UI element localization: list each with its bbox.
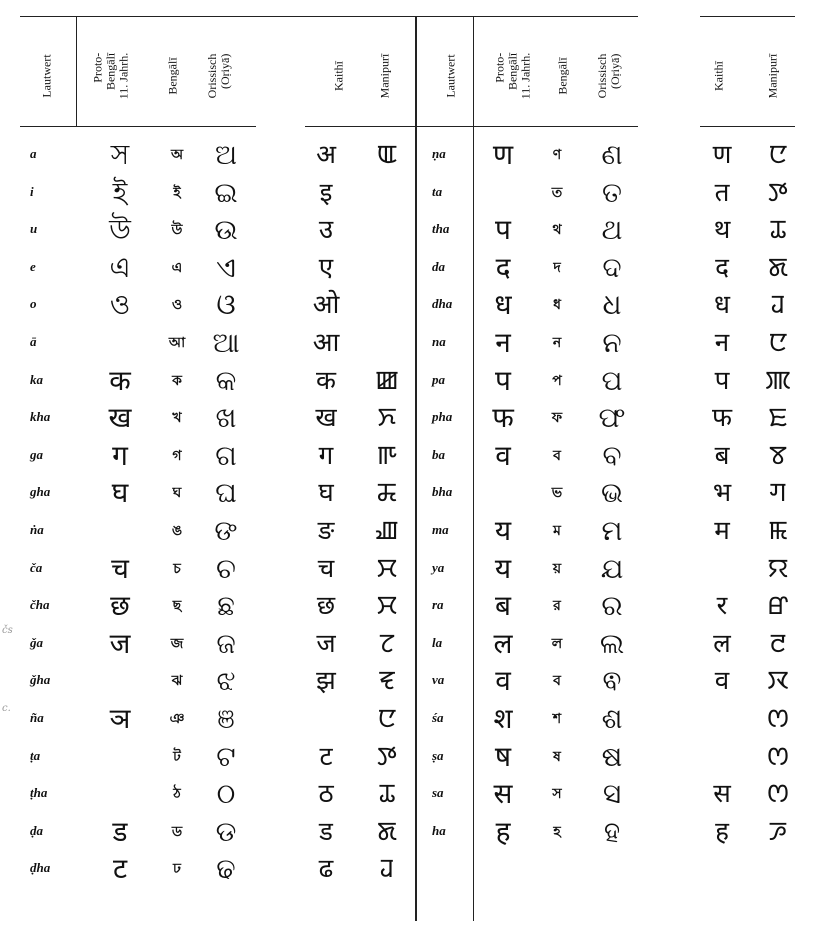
header-kaithi-left: Kaithī	[331, 61, 346, 91]
oriya-glyph: ଖ	[215, 401, 237, 435]
kaithi-glyph: घ	[318, 478, 334, 509]
manipuri-glyph: ꯖ	[379, 628, 395, 659]
manipuri-glyph: ꯙ	[770, 290, 786, 321]
manipuri-glyph: ꯑ	[376, 140, 398, 170]
oriya-glyph: ଝ	[216, 664, 236, 698]
manipuri-glyph: ꯉ	[375, 516, 399, 546]
header-bengali-right: Bengālī	[555, 57, 570, 95]
kaithi-glyph: ए	[318, 252, 334, 283]
sound-value: i	[30, 183, 34, 199]
sound-value: bha	[432, 484, 453, 500]
oriya-glyph: ର	[601, 589, 623, 623]
oriya-glyph: ଘ	[215, 476, 237, 510]
sound-value: la	[432, 634, 443, 650]
kaithi-glyph: फ	[711, 403, 733, 434]
oriya-glyph: ଶ	[601, 702, 623, 735]
oriya-glyph: ଚ	[216, 551, 236, 585]
oriya-glyph: ତ	[602, 175, 622, 209]
proto-bengali-glyph: ञ	[109, 702, 131, 735]
proto-bengali-glyph: प	[495, 213, 511, 247]
proto-bengali-glyph: ग	[112, 438, 128, 472]
proto-bengali-glyph: द	[495, 250, 511, 284]
sound-value: ha	[432, 822, 446, 838]
proto-bengali-glyph: प	[495, 363, 511, 397]
proto-bengali-glyph: ब	[495, 589, 511, 623]
bengali-glyph: ম	[553, 523, 561, 539]
kaithi-glyph: ण	[712, 140, 732, 170]
kaithi-glyph: र	[716, 591, 728, 622]
margin-mark: čs	[2, 625, 13, 636]
bengali-glyph: ক	[172, 372, 182, 389]
manipuri-glyph: ꯄ	[765, 365, 791, 396]
proto-bengali-glyph: व	[495, 664, 511, 698]
sound-value: va	[432, 672, 445, 688]
bengali-glyph: চ	[173, 560, 181, 577]
proto-bengali-glyph: फ	[492, 401, 514, 435]
bengali-glyph: ব	[553, 447, 561, 464]
bengali-glyph: র	[553, 598, 561, 615]
col-divider-2	[473, 16, 474, 921]
manipuri-glyph: ꯘ	[376, 478, 398, 509]
bengali-glyph: গ	[172, 447, 182, 464]
oriya-glyph: ଷ	[601, 739, 623, 773]
manipuri-glyph: ꯁ	[767, 741, 789, 772]
kaithi-glyph: ध	[714, 290, 730, 321]
kaithi-glyph: ब	[714, 440, 730, 471]
kaithi-glyph: न	[714, 328, 730, 358]
sound-value: ka	[30, 371, 43, 387]
manipuri-glyph: ꯚ	[769, 478, 787, 509]
bengali-glyph: ত	[551, 184, 563, 201]
oriya-glyph: ପ	[601, 363, 623, 397]
bengali-glyph: জ	[170, 635, 184, 652]
kaithi-glyph: व	[714, 666, 730, 697]
header-rule-right	[700, 126, 795, 127]
kaithi-glyph: त	[714, 177, 730, 208]
oriya-glyph: ଫ	[598, 401, 626, 435]
sound-value: ā	[30, 334, 37, 349]
oriya-glyph: ଡ	[215, 814, 237, 848]
header-manipuri-left: Manipurī	[377, 53, 392, 99]
manipuri-glyph: ꯆ	[376, 591, 398, 622]
proto-bengali-glyph: स	[493, 777, 513, 811]
oriya-glyph: ଵ	[602, 664, 622, 698]
sound-value: śa	[432, 710, 444, 725]
header-bengali-left: Bengālī	[165, 57, 180, 95]
kaithi-glyph: ढ	[318, 854, 334, 885]
kaithi-glyph: ट	[319, 741, 333, 772]
oriya-glyph: ମ	[601, 514, 623, 547]
oriya-glyph: ଞ	[217, 702, 235, 735]
sound-value: ča	[30, 559, 43, 575]
bengali-glyph: ঠ	[173, 786, 181, 803]
oriya-glyph: ଛ	[217, 589, 235, 623]
manipuri-glyph: ꯅ	[768, 140, 788, 170]
sound-value: pha	[432, 409, 453, 425]
sound-value: ba	[432, 446, 445, 462]
header-proto-bengali-right: Proto- Bengālī 11. Jahrh.	[492, 52, 533, 100]
proto-bengali-glyph: ই	[112, 175, 128, 209]
header-proto-bengali-left: Proto- Bengālī 11. Jahrh.	[90, 52, 131, 100]
kaithi-glyph: ओ	[312, 290, 340, 321]
bengali-glyph: ঞ	[169, 711, 185, 727]
kaithi-glyph: म	[714, 516, 730, 546]
proto-bengali-glyph: च	[111, 551, 129, 585]
proto-bengali-glyph: ष	[494, 739, 512, 773]
bengali-glyph: ভ	[551, 485, 563, 502]
kaithi-glyph: च	[317, 553, 335, 584]
bengali-glyph: ট	[173, 748, 181, 765]
col-divider-center	[415, 16, 417, 921]
manipuri-glyph: ꯋ	[767, 666, 789, 697]
kaithi-glyph: थ	[713, 215, 731, 246]
oriya-glyph: ଜ	[216, 626, 236, 660]
kaithi-glyph: छ	[316, 591, 336, 622]
sound-value: kha	[30, 409, 51, 425]
bengali-glyph: অ	[170, 147, 184, 163]
bengali-glyph: ফ	[551, 410, 563, 427]
bengali-glyph: ছ	[172, 598, 182, 615]
bengali-glyph: ল	[551, 635, 563, 652]
proto-bengali-glyph: क	[109, 363, 131, 397]
kaithi-glyph: ख	[315, 403, 337, 434]
bengali-glyph: ঝ	[171, 673, 183, 690]
oriya-glyph: ଥ	[601, 213, 623, 247]
proto-bengali-glyph: ज	[109, 626, 131, 660]
sound-value: tha	[432, 221, 450, 237]
sound-value: ḍha	[30, 860, 51, 876]
kaithi-glyph: ठ	[318, 779, 334, 810]
oriya-glyph: ଏ	[216, 250, 236, 284]
sound-value: ga	[30, 446, 43, 462]
header-manipuri-right: Manipurī	[765, 53, 780, 99]
sound-value: ta	[432, 183, 443, 199]
oriya-glyph: କ	[215, 363, 237, 397]
header-lautwert-left: Lautwert	[39, 54, 54, 98]
header-oriya-right: Orissisch (Oṛiyā)	[595, 53, 622, 99]
sound-value: gha	[30, 484, 51, 500]
manipuri-glyph: ꯊ	[769, 215, 787, 246]
proto-bengali-glyph: ख	[108, 401, 132, 435]
oriya-glyph: ଉ	[214, 213, 238, 247]
oriya-glyph: ଙ	[214, 514, 238, 547]
sound-value: ḍa	[30, 822, 43, 838]
oriya-glyph: ଗ	[215, 438, 237, 472]
kaithi-glyph: ज	[316, 628, 336, 659]
bengali-glyph: ন	[552, 335, 562, 351]
proto-bengali-glyph: ध	[494, 288, 512, 322]
oriya-glyph: ଓ	[216, 288, 236, 322]
oriya-glyph: ହ	[603, 814, 621, 848]
manipuri-glyph: ꯅ	[377, 704, 397, 734]
manipuri-glyph: ꯗ	[377, 816, 397, 847]
sound-value: ṇa	[432, 146, 446, 161]
oriya-glyph: ଦ	[602, 250, 622, 284]
oriya-glyph: ନ	[602, 326, 622, 359]
manipuri-glyph: ꯌ	[767, 553, 789, 584]
sound-value: ṅa	[30, 522, 44, 537]
bengali-glyph: য়	[552, 560, 562, 577]
proto-bengali-glyph: य	[494, 551, 512, 585]
proto-bengali-glyph: ल	[493, 626, 513, 660]
proto-bengali-glyph: य	[494, 514, 512, 547]
header-oriya-left: Orissisch (Oṛiyā)	[205, 53, 232, 99]
proto-bengali-glyph: श	[493, 702, 513, 735]
sound-value: a	[30, 146, 37, 161]
kaithi-glyph: ग	[318, 440, 334, 471]
proto-bengali-glyph: ण	[492, 138, 514, 171]
oriya-glyph: ବ	[602, 438, 622, 472]
oriya-glyph: ଧ	[602, 288, 622, 322]
proto-bengali-glyph: ट	[112, 852, 128, 886]
manipuri-glyph: ꯆ	[376, 553, 398, 584]
manipuri-glyph: ꯁ	[767, 704, 789, 734]
oriya-glyph: ଲ	[599, 626, 625, 660]
bengali-glyph: ব	[553, 673, 561, 690]
sound-value: čha	[30, 597, 50, 613]
manipuri-glyph: ꯓ	[378, 666, 396, 697]
sound-value: ma	[432, 522, 449, 537]
oriya-glyph: ଇ	[214, 175, 238, 209]
proto-bengali-glyph: ও	[109, 288, 131, 322]
bengali-glyph: ই	[173, 184, 181, 201]
header-lautwert-right: Lautwert	[443, 54, 458, 98]
manipuri-glyph: ꯀ	[374, 365, 400, 396]
bengali-glyph: ষ	[553, 748, 561, 765]
top-rule-left	[20, 16, 638, 17]
kaithi-glyph: इ	[319, 177, 333, 208]
proto-bengali-glyph: छ	[110, 589, 130, 623]
bengali-glyph: আ	[168, 335, 186, 351]
bengali-glyph: ণ	[552, 147, 562, 163]
sound-value: ǧa	[30, 634, 43, 650]
proto-bengali-glyph: व	[495, 438, 511, 472]
header-rule-mid	[305, 126, 638, 127]
bengali-glyph: উ	[171, 222, 183, 239]
sound-value: dha	[432, 296, 453, 312]
col-divider-1	[76, 16, 77, 126]
kaithi-glyph: ल	[713, 628, 731, 659]
bengali-glyph: ঘ	[172, 485, 182, 502]
oriya-glyph: ଅ	[214, 138, 238, 171]
kaithi-glyph: स	[713, 779, 731, 810]
manipuri-glyph: ꯙ	[379, 854, 395, 885]
proto-bengali-glyph: উ	[109, 213, 131, 247]
proto-bengali-glyph: घ	[111, 476, 129, 510]
manipuri-glyph: ꯇ	[768, 177, 788, 208]
kaithi-glyph: भ	[712, 478, 732, 509]
header-kaithi-right: Kaithī	[711, 61, 726, 91]
sound-value: ṭha	[30, 785, 48, 801]
manipuri-glyph: ꯊ	[378, 779, 396, 810]
kaithi-glyph: क	[316, 365, 336, 396]
oriya-glyph: ଟ	[216, 739, 236, 773]
oriya-glyph: ଆ	[212, 326, 240, 359]
bengali-glyph: দ	[553, 259, 561, 276]
bengali-glyph: এ	[171, 259, 183, 276]
bengali-glyph: ঢ	[173, 861, 181, 878]
kaithi-glyph: अ	[316, 140, 336, 170]
sound-value: e	[30, 258, 36, 274]
manipuri-glyph: ꯃ	[768, 516, 788, 546]
bengali-glyph: খ	[172, 410, 182, 427]
proto-bengali-glyph: স	[110, 138, 130, 171]
kaithi-glyph: झ	[316, 666, 336, 697]
manipuri-glyph: ꯔ	[767, 591, 789, 622]
kaithi-glyph: ह	[715, 816, 729, 847]
manipuri-glyph: ꯅ	[768, 328, 788, 358]
manipuri-glyph: ꯍ	[768, 816, 788, 847]
proto-bengali-glyph: এ	[109, 250, 131, 284]
bengali-glyph: হ	[553, 823, 561, 840]
bengali-glyph: ও	[171, 297, 183, 314]
proto-bengali-glyph: ड	[112, 814, 128, 848]
manipuri-glyph: ꯕ	[769, 440, 787, 471]
manipuri-glyph: ꯁ	[767, 779, 789, 810]
sound-value: ra	[432, 597, 444, 613]
oriya-glyph: ଢ	[216, 852, 236, 886]
sound-value: ṭa	[30, 747, 41, 763]
manipuri-glyph: ꯂ	[769, 628, 787, 659]
sound-value: o	[30, 296, 37, 312]
oriya-glyph: ଯ	[600, 551, 624, 585]
kaithi-glyph: उ	[318, 215, 334, 246]
sound-value: u	[30, 221, 38, 237]
manipuri-glyph: ꯈ	[377, 403, 397, 434]
sound-value: na	[432, 334, 446, 349]
kaithi-glyph: ङ	[317, 516, 335, 546]
bengali-glyph: স	[552, 786, 562, 803]
oriya-glyph: ଣ	[601, 138, 623, 171]
kaithi-glyph: ड	[319, 816, 333, 847]
top-rule-right	[700, 16, 795, 17]
bengali-glyph: ঙ	[171, 523, 183, 539]
oriya-glyph: ଭ	[600, 476, 624, 510]
margin-mark: c.	[2, 703, 11, 714]
bengali-glyph: প	[552, 372, 562, 389]
kaithi-glyph: प	[714, 365, 730, 396]
proto-bengali-glyph: ह	[495, 814, 511, 848]
proto-bengali-glyph: न	[495, 326, 511, 359]
manipuri-glyph: ꯒ	[376, 440, 398, 471]
kaithi-glyph: द	[715, 252, 729, 283]
oriya-glyph: ଠ	[216, 777, 236, 811]
bengali-glyph: থ	[552, 222, 562, 239]
sound-value: ṣa	[432, 747, 444, 763]
kaithi-glyph: आ	[312, 328, 340, 358]
header-rule-left	[20, 126, 256, 127]
sound-value: ǧha	[30, 672, 51, 688]
sound-value: ya	[432, 559, 445, 575]
sound-value: ña	[30, 710, 44, 725]
manipuri-glyph: ꯐ	[768, 403, 788, 434]
manipuri-glyph: ꯗ	[768, 252, 788, 283]
oriya-glyph: ସ	[602, 777, 622, 811]
manipuri-glyph: ꯇ	[377, 741, 397, 772]
sound-value: sa	[432, 785, 444, 801]
bengali-glyph: ড	[171, 823, 183, 840]
sound-value: pa	[432, 371, 445, 387]
bengali-glyph: শ	[552, 711, 562, 727]
sound-value: da	[432, 258, 445, 274]
bengali-glyph: ধ	[553, 297, 561, 314]
